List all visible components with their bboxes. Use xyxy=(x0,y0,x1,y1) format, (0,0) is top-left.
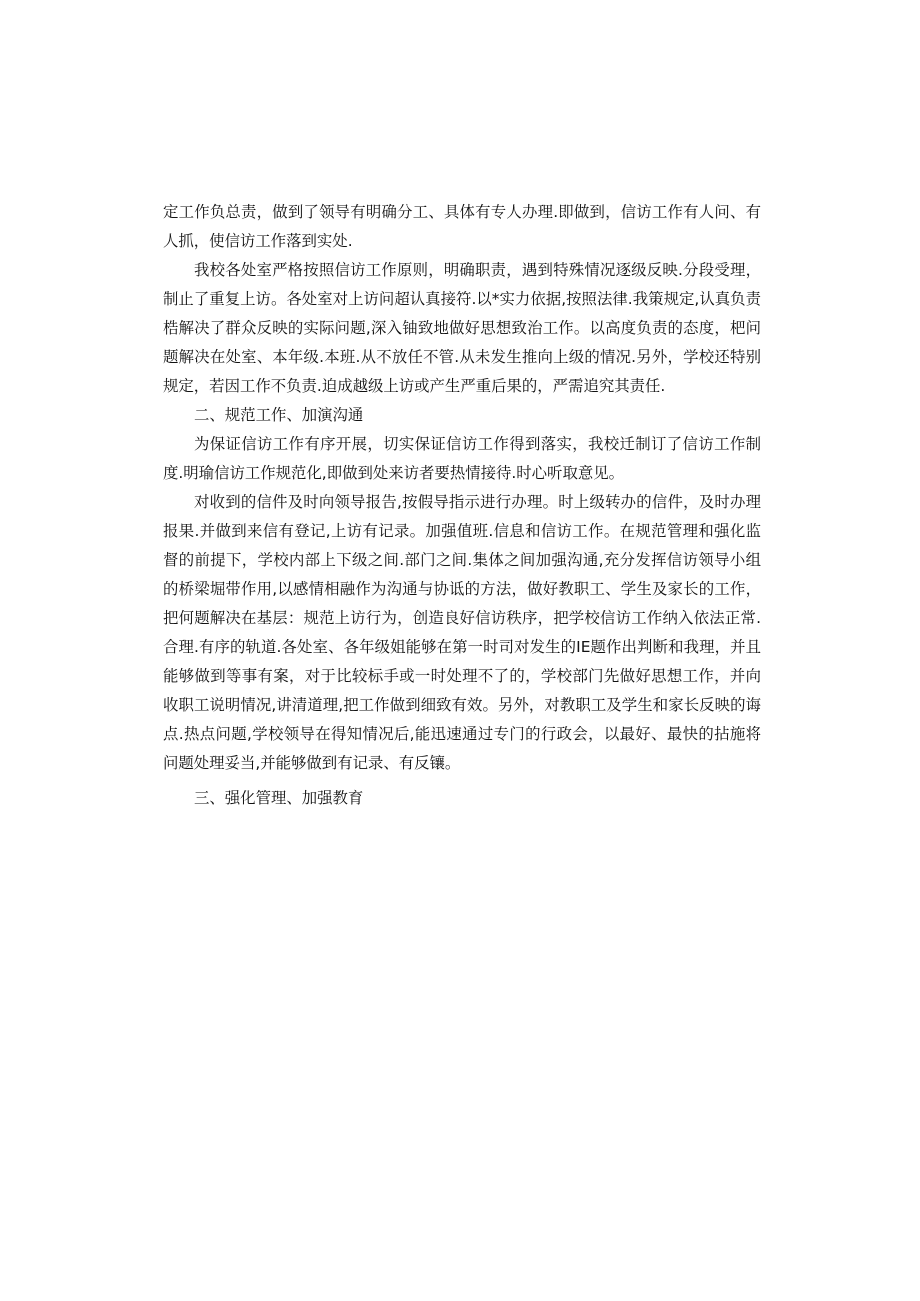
paragraph-continuation: 定工作负总责，做到了领导有明确分工、具体有专人办理.即做到，信访工作有人问、有人抓，使信访工作落到实处. xyxy=(163,203,761,250)
section-heading-3: 三、强化管理、加强教育 xyxy=(194,789,364,807)
paragraph-letter-processing: 对收到的信件及时向领导报告,按假导指示进行办理。时上级转办的信件，及时办理报果.并做到来信有登记,上访有记录。加强值班.信息和信访工作。在规范管理和强化监督的前提下，学校内部上下级之间.部门之间.集体之间加强沟通,充分发挥信访领导小组的桥梁堀带作用,以感情相融作为沟通与协诋的方法，做好教职工、学生及家长的工作，把何题解决在基层：规范上访行为，创造良好信访秩序，把学校信访工作纳入依法正常.合理.有序的轨道.各处室、各年级姐能够在第一时司对发生的IE题作出判断和我理，并且能够做到等事有案，对于比较标手或一时处理不了的，学校部门先做好思想工作，并向收职工说明情况,讲清道理,把工作做到细致有效。另外，对教职工及学生和家长反映的诲点.热点问题,学校领导在得知情况后,能迅速通过专门的行政会，以最好、最快的拈施将问题处理妥当,并能够做到有记录、有反镶。 xyxy=(163,493,761,772)
paragraph-system-establishment: 为保证信访工作有序开展，切实保证信访工作得到落实，我校迁制订了信访工作制度.明瑜信访工作规范化,即做到处来访者要热情接待.时心听取意见。 xyxy=(163,435,761,482)
document-body xyxy=(163,198,761,813)
paragraph-complaint-handling: 我校各处室严格按照信访工作原则，明确职责，遇到特殊情况逐级反映.分段受理，制止了重复上访。各处室对上访问超认真接符.以*实力依据,按照法律.我策规定,认真负责梏解决了群众反映的实际问题,深入铀致地做好思想致治工作。以高度负责的态度，杷问题解决在处室、本年级.本班.从不放任不管.从未发生推向上级的情况.另外，学校还特别规定，若因工作不负责.迫成越级上访或产生严重后果的，严需追究其责任. xyxy=(163,261,761,395)
section-heading-2: 二、规范工作、加演沟通 xyxy=(194,406,364,424)
